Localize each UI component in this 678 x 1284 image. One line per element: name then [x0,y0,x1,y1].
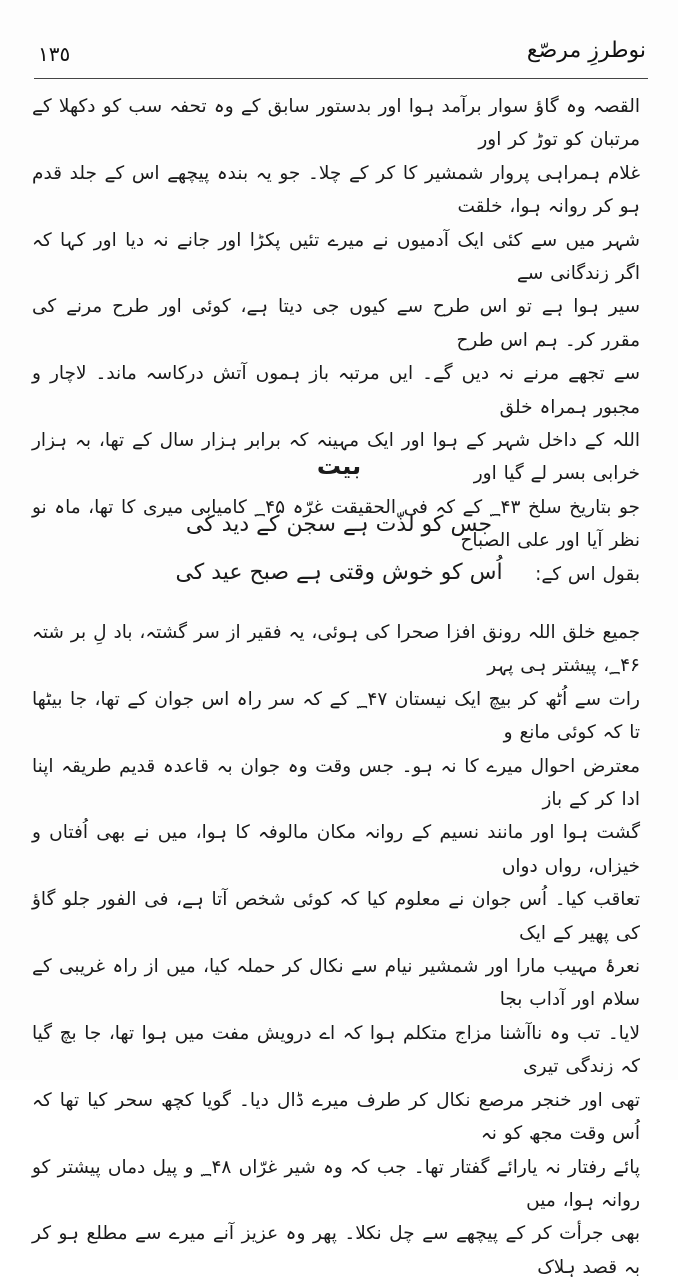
text-line: جو بتاریخ سلخ ؁۴۳ کے کہ فی الحقیقت غرّہ ؁۴۵ کامیابی میری کا تھا، ماہ نو نظر آیا اور علی الصباح [32,496,640,552]
text-line: تھی اور خنجر مرصع نکال کر طرف میرے ڈال دیا۔ گویا کچھ سحر کیا تھا کہ اُس وقت مجھ کو نہ [32,1089,640,1145]
text-line: لایا۔ تب وہ ناآشنا مزاج متکلم ہوا کہ اے درویش مفت میں ہوا تھا، جا بچ گیا کہ زندگی تیری [32,1022,640,1078]
text-line: معترض احوال میرے کا نہ ہو۔ جس وقت وہ جوان بہ قاعدہ قدیم طریقہ اپنا ادا کر کے باز [32,755,640,811]
text-line: نعرۂ مہیب مارا اور شمشیر نیام سے نکال کر حملہ کیا، میں از راہ غریبی کے سلام اور آداب بجا [32,956,640,1011]
text-line: بقول اس کے: [535,563,640,585]
header-rule [34,78,648,79]
text-line: القصہ وہ گاؤ سوار برآمد ہوا اور بدستور سابق کے وہ تحفہ سب کو دکھلا کے مرتبان کو توڑ کر اور [32,96,640,151]
text-line: سے تجھے مرنے نہ دیں گے۔ ایں مرتبہ باز ہموں آتش درکاسہ ماند۔ لاچار و مجبور ہمراہ خلق [32,363,640,418]
text-line: تعاقب کیا۔ اُس جوان نے معلوم کیا کہ کوئی شخص آتا ہے، فی الفور جلو گاؤ کی پھیر کے ایک [32,889,640,944]
page-number: ١٣٥ [38,42,71,66]
text-line: غلام ہمراہی پروار شمشیر کا کر کے چلا۔ جو یہ بندہ پیچھے اس کے جلد قدم ہو کر روانہ ہوا، خلقت [32,162,640,218]
running-header [34,28,648,86]
text-line: پائے رفتار نہ یارائے گفتار تھا۔ جب کہ وہ شیر غرّاں ؁۴۸ و پیل دماں پیشتر کو روانہ ہوا، میں [32,1156,640,1211]
text-line: شہر میں سے کئی ایک آدمیوں نے میرے تئیں پکڑا اور جانے نہ دیا اور کہا کہ اگر زندگانی سے [32,229,640,285]
text-line: اللہ کے داخل شہر کے ہوا اور ایک مہینہ کہ برابر ہزار سال کے تھا، بہ ہزار خرابی بسر لے گیا اور [32,430,640,485]
text-line: سیر ہوا ہے تو اس طرح سے کیوں جی دیتا ہے، کوئی اور طرح مرنے کی مقرر کر۔ ہم اس طرح [32,296,640,351]
couplet-line: جس کو لذّت ہے سجن کے دید کی [185,512,493,537]
prose-section-2 [32,616,640,1284]
verse-heading: بیت [316,452,362,480]
text-line: گشت ہوا اور مانند نسیم کے روانہ مکان مالوفہ کا ہوا، میں نے بھی اُفتاں و خیزاں، رواں دواں [32,822,640,877]
running-title: نوطرزِ مرصّع [526,38,646,63]
couplet-line: اُس کو خوش وقتی ہے صبح عید کی [175,560,503,585]
text-line: رات سے اُٹھ کر بیچ ایک نیستان ؁۴۷ کے کہ سر راہ اس جوان کے تھا، جا بیٹھا تا کہ کوئی مانع و [32,688,640,744]
text-line: جمیع خلق اللہ رونق افزا صحرا کی ہوئی، یہ فقیر از سر گشتہ، باد لِ بر شتہ ؁۴۶، پیشتر ہی پہر [32,622,640,677]
text-line: بھی جرأت کر کے پیچھے سے چل نکلا۔ پھر وہ عزیز آنے میرے سے مطلع ہو کر بہ قصد ہلاک [32,1223,640,1278]
